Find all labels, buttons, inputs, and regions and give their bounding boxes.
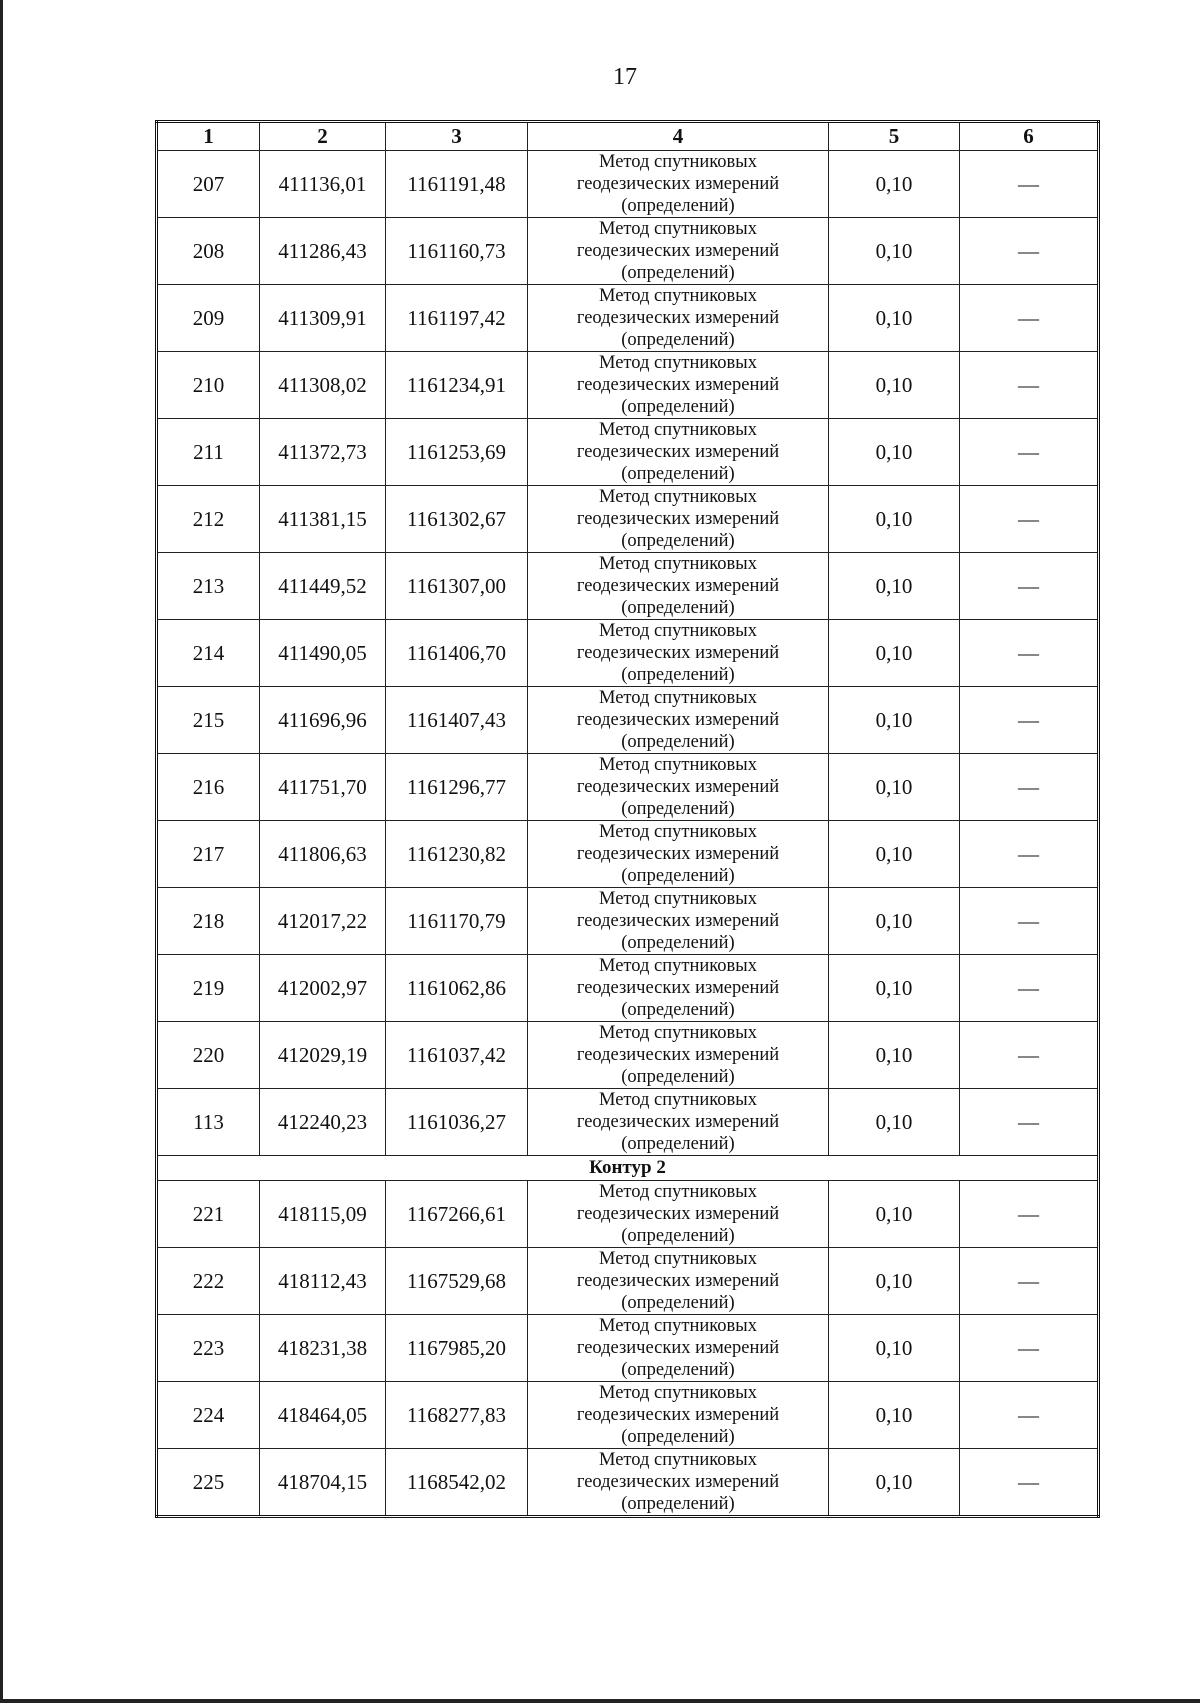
- method-line: Метод спутниковых: [599, 956, 757, 976]
- cell-x-coordinate: 411696,96: [260, 687, 386, 754]
- cell-note: —: [960, 1382, 1099, 1449]
- cell-point-number: 219: [157, 955, 260, 1022]
- cell-method: [528, 1248, 829, 1315]
- method-line: (определений): [621, 464, 735, 484]
- cell-note: —: [960, 620, 1099, 687]
- method-line: (определений): [621, 1427, 735, 1447]
- cell-method: [528, 1449, 829, 1517]
- cell-y-coordinate: 1161036,27: [386, 1089, 528, 1156]
- cell-note: —: [960, 486, 1099, 553]
- method-line: Метод спутниковых: [599, 688, 757, 708]
- method-line: Метод спутниковых: [599, 1023, 757, 1043]
- cell-y-coordinate: 1167266,61: [386, 1181, 528, 1248]
- method-line: геодезических измерений: [576, 1405, 780, 1425]
- cell-method: [528, 955, 829, 1022]
- cell-y-coordinate: 1161234,91: [386, 352, 528, 419]
- method-line: геодезических измерений: [576, 911, 780, 931]
- scan-left-border: [0, 0, 3, 1703]
- cell-x-coordinate: 411806,63: [260, 821, 386, 888]
- cell-x-coordinate: 418112,43: [260, 1248, 386, 1315]
- cell-x-coordinate: 411449,52: [260, 553, 386, 620]
- table-row: [157, 1382, 1099, 1449]
- cell-method: [528, 352, 829, 419]
- cell-method: [528, 151, 829, 218]
- cell-point-number: 213: [157, 553, 260, 620]
- cell-method: [528, 1181, 829, 1248]
- section-title: Контур 2: [157, 1156, 1099, 1181]
- page-number: 17: [613, 64, 637, 90]
- method-line: (определений): [621, 1134, 735, 1154]
- cell-point-number: 113: [157, 1089, 260, 1156]
- cell-point-number: 210: [157, 352, 260, 419]
- cell-note: —: [960, 285, 1099, 352]
- method-line: Метод спутниковых: [599, 554, 757, 574]
- method-line: (определений): [621, 665, 735, 685]
- cell-note: —: [960, 1449, 1099, 1517]
- method-line: (определений): [621, 397, 735, 417]
- cell-note: —: [960, 151, 1099, 218]
- cell-y-coordinate: 1161307,00: [386, 553, 528, 620]
- cell-x-coordinate: 412017,22: [260, 888, 386, 955]
- cell-x-coordinate: 411136,01: [260, 151, 386, 218]
- method-line: Метод спутниковых: [599, 822, 757, 842]
- cell-note: —: [960, 352, 1099, 419]
- section-row: [157, 1156, 1099, 1181]
- cell-y-coordinate: 1167529,68: [386, 1248, 528, 1315]
- table-body: [157, 151, 1099, 1517]
- table-row: [157, 955, 1099, 1022]
- cell-note: —: [960, 1315, 1099, 1382]
- cell-accuracy: 0,10: [829, 620, 960, 687]
- cell-note: —: [960, 553, 1099, 620]
- cell-accuracy: 0,10: [829, 754, 960, 821]
- table-header-row: [157, 122, 1099, 151]
- cell-point-number: 217: [157, 821, 260, 888]
- cell-note: —: [960, 419, 1099, 486]
- cell-y-coordinate: 1161406,70: [386, 620, 528, 687]
- cell-y-coordinate: 1168277,83: [386, 1382, 528, 1449]
- table-row: [157, 754, 1099, 821]
- cell-x-coordinate: 412029,19: [260, 1022, 386, 1089]
- cell-method: [528, 620, 829, 687]
- cell-x-coordinate: 411751,70: [260, 754, 386, 821]
- table-row: [157, 218, 1099, 285]
- method-line: (определений): [621, 531, 735, 551]
- method-line: (определений): [621, 799, 735, 819]
- cell-y-coordinate: 1161407,43: [386, 687, 528, 754]
- cell-point-number: 208: [157, 218, 260, 285]
- cell-method: [528, 553, 829, 620]
- method-line: геодезических измерений: [576, 1472, 780, 1492]
- method-line: (определений): [621, 598, 735, 618]
- cell-accuracy: 0,10: [829, 151, 960, 218]
- scan-bottom-border: [0, 1699, 1200, 1703]
- method-line: геодезических измерений: [576, 1271, 780, 1291]
- cell-x-coordinate: 418115,09: [260, 1181, 386, 1248]
- cell-y-coordinate: 1161230,82: [386, 821, 528, 888]
- method-line: геодезических измерений: [576, 777, 780, 797]
- cell-x-coordinate: 411381,15: [260, 486, 386, 553]
- cell-x-coordinate: 418704,15: [260, 1449, 386, 1517]
- table-row: [157, 1449, 1099, 1517]
- cell-point-number: 225: [157, 1449, 260, 1517]
- cell-point-number: 224: [157, 1382, 260, 1449]
- coordinates-table: [155, 120, 1100, 1518]
- method-line: геодезических измерений: [576, 174, 780, 194]
- column-header: 5: [829, 122, 960, 151]
- table-row: [157, 888, 1099, 955]
- cell-y-coordinate: 1167985,20: [386, 1315, 528, 1382]
- method-line: (определений): [621, 330, 735, 350]
- method-line: (определений): [621, 1293, 735, 1313]
- method-line: (определений): [621, 933, 735, 953]
- method-line: (определений): [621, 1494, 735, 1514]
- cell-accuracy: 0,10: [829, 1248, 960, 1315]
- method-line: Метод спутниковых: [599, 1090, 757, 1110]
- method-line: Метод спутниковых: [599, 286, 757, 306]
- table-row: [157, 486, 1099, 553]
- method-line: Метод спутниковых: [599, 1383, 757, 1403]
- cell-point-number: 207: [157, 151, 260, 218]
- column-header: 4: [528, 122, 829, 151]
- cell-note: —: [960, 687, 1099, 754]
- table-row: [157, 821, 1099, 888]
- cell-accuracy: 0,10: [829, 1181, 960, 1248]
- cell-note: —: [960, 1248, 1099, 1315]
- method-line: Метод спутниковых: [599, 1182, 757, 1202]
- cell-method: [528, 218, 829, 285]
- cell-accuracy: 0,10: [829, 955, 960, 1022]
- cell-method: [528, 285, 829, 352]
- cell-y-coordinate: 1161302,67: [386, 486, 528, 553]
- method-line: Метод спутниковых: [599, 755, 757, 775]
- cell-x-coordinate: 411490,05: [260, 620, 386, 687]
- method-line: геодезических измерений: [576, 1204, 780, 1224]
- cell-method: [528, 1089, 829, 1156]
- method-line: геодезических измерений: [576, 442, 780, 462]
- cell-method: [528, 1022, 829, 1089]
- cell-accuracy: 0,10: [829, 1315, 960, 1382]
- cell-y-coordinate: 1161160,73: [386, 218, 528, 285]
- method-line: Метод спутниковых: [599, 152, 757, 172]
- cell-point-number: 216: [157, 754, 260, 821]
- cell-point-number: 223: [157, 1315, 260, 1382]
- table-row: [157, 285, 1099, 352]
- method-line: геодезических измерений: [576, 509, 780, 529]
- cell-x-coordinate: 411308,02: [260, 352, 386, 419]
- cell-y-coordinate: 1161296,77: [386, 754, 528, 821]
- cell-accuracy: 0,10: [829, 285, 960, 352]
- method-line: геодезических измерений: [576, 241, 780, 261]
- cell-point-number: 211: [157, 419, 260, 486]
- cell-point-number: 220: [157, 1022, 260, 1089]
- method-line: (определений): [621, 1000, 735, 1020]
- method-line: Метод спутниковых: [599, 353, 757, 373]
- method-line: геодезических измерений: [576, 643, 780, 663]
- cell-method: [528, 1315, 829, 1382]
- method-line: геодезических измерений: [576, 308, 780, 328]
- cell-accuracy: 0,10: [829, 1449, 960, 1517]
- cell-accuracy: 0,10: [829, 821, 960, 888]
- cell-method: [528, 821, 829, 888]
- table-row: [157, 687, 1099, 754]
- cell-point-number: 214: [157, 620, 260, 687]
- method-line: геодезических измерений: [576, 978, 780, 998]
- cell-method: [528, 888, 829, 955]
- method-line: Метод спутниковых: [599, 1316, 757, 1336]
- method-line: геодезических измерений: [576, 1112, 780, 1132]
- method-line: геодезических измерений: [576, 576, 780, 596]
- cell-x-coordinate: 411286,43: [260, 218, 386, 285]
- cell-note: —: [960, 1089, 1099, 1156]
- table-row: [157, 1022, 1099, 1089]
- table-row: [157, 553, 1099, 620]
- method-line: геодезических измерений: [576, 375, 780, 395]
- cell-x-coordinate: 418464,05: [260, 1382, 386, 1449]
- cell-note: —: [960, 754, 1099, 821]
- method-line: Метод спутниковых: [599, 1249, 757, 1269]
- table-row: [157, 1248, 1099, 1315]
- method-line: Метод спутниковых: [599, 420, 757, 440]
- cell-point-number: 218: [157, 888, 260, 955]
- cell-note: —: [960, 1022, 1099, 1089]
- method-line: (определений): [621, 263, 735, 283]
- table-row: [157, 352, 1099, 419]
- cell-y-coordinate: 1168542,02: [386, 1449, 528, 1517]
- cell-accuracy: 0,10: [829, 419, 960, 486]
- cell-accuracy: 0,10: [829, 218, 960, 285]
- cell-point-number: 209: [157, 285, 260, 352]
- table-row: [157, 1181, 1099, 1248]
- cell-accuracy: 0,10: [829, 1022, 960, 1089]
- method-line: (определений): [621, 1360, 735, 1380]
- method-line: геодезических измерений: [576, 844, 780, 864]
- table-row: [157, 151, 1099, 218]
- method-line: (определений): [621, 1226, 735, 1246]
- cell-accuracy: 0,10: [829, 352, 960, 419]
- cell-y-coordinate: 1161197,42: [386, 285, 528, 352]
- cell-point-number: 221: [157, 1181, 260, 1248]
- cell-x-coordinate: 418231,38: [260, 1315, 386, 1382]
- method-line: Метод спутниковых: [599, 621, 757, 641]
- table-row: [157, 1089, 1099, 1156]
- cell-y-coordinate: 1161062,86: [386, 955, 528, 1022]
- cell-accuracy: 0,10: [829, 1382, 960, 1449]
- method-line: Метод спутниковых: [599, 487, 757, 507]
- cell-y-coordinate: 1161170,79: [386, 888, 528, 955]
- table-row: [157, 419, 1099, 486]
- column-header: 6: [960, 122, 1099, 151]
- method-line: Метод спутниковых: [599, 889, 757, 909]
- cell-x-coordinate: 411372,73: [260, 419, 386, 486]
- cell-note: —: [960, 1181, 1099, 1248]
- cell-y-coordinate: 1161037,42: [386, 1022, 528, 1089]
- cell-accuracy: 0,10: [829, 687, 960, 754]
- method-line: (определений): [621, 196, 735, 216]
- method-line: геодезических измерений: [576, 710, 780, 730]
- cell-x-coordinate: 411309,91: [260, 285, 386, 352]
- method-line: (определений): [621, 866, 735, 886]
- cell-y-coordinate: 1161191,48: [386, 151, 528, 218]
- column-header: 2: [260, 122, 386, 151]
- column-header: 1: [157, 122, 260, 151]
- cell-note: —: [960, 888, 1099, 955]
- cell-method: [528, 754, 829, 821]
- cell-accuracy: 0,10: [829, 888, 960, 955]
- cell-note: —: [960, 821, 1099, 888]
- cell-method: [528, 687, 829, 754]
- cell-x-coordinate: 412240,23: [260, 1089, 386, 1156]
- method-line: геодезических измерений: [576, 1045, 780, 1065]
- cell-x-coordinate: 412002,97: [260, 955, 386, 1022]
- column-header: 3: [386, 122, 528, 151]
- method-line: геодезических измерений: [576, 1338, 780, 1358]
- cell-note: —: [960, 955, 1099, 1022]
- cell-method: [528, 486, 829, 553]
- cell-note: —: [960, 218, 1099, 285]
- cell-method: [528, 1382, 829, 1449]
- cell-point-number: 212: [157, 486, 260, 553]
- table-row: [157, 1315, 1099, 1382]
- method-line: Метод спутниковых: [599, 1450, 757, 1470]
- cell-y-coordinate: 1161253,69: [386, 419, 528, 486]
- method-line: Метод спутниковых: [599, 219, 757, 239]
- cell-accuracy: 0,10: [829, 486, 960, 553]
- table-row: [157, 620, 1099, 687]
- cell-point-number: 222: [157, 1248, 260, 1315]
- method-line: (определений): [621, 732, 735, 752]
- cell-point-number: 215: [157, 687, 260, 754]
- cell-method: [528, 419, 829, 486]
- method-line: (определений): [621, 1067, 735, 1087]
- cell-accuracy: 0,10: [829, 553, 960, 620]
- cell-accuracy: 0,10: [829, 1089, 960, 1156]
